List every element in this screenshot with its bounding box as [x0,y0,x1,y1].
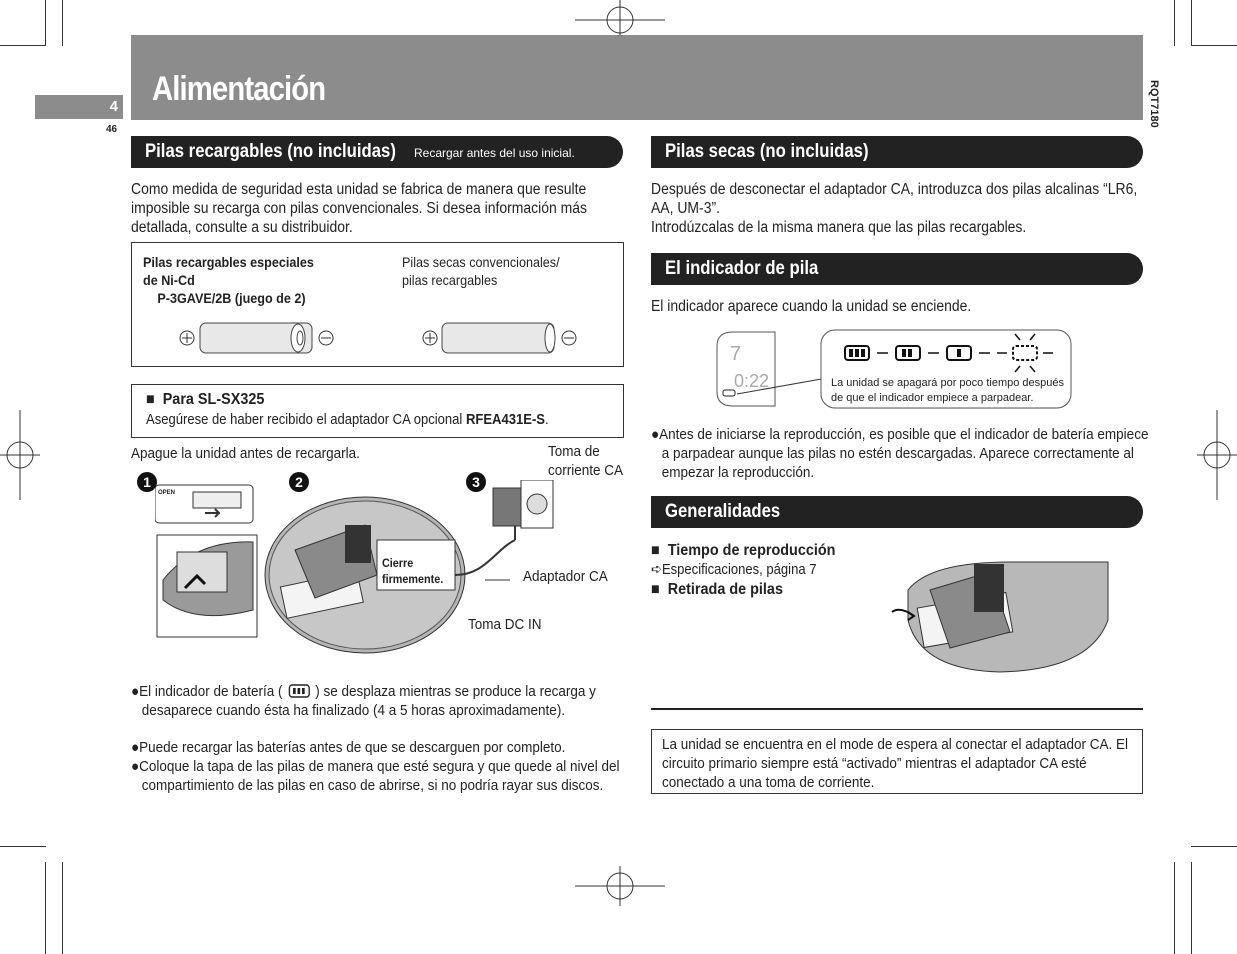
crop-mark [1191,862,1192,954]
section-title: Generalidades [665,501,781,522]
section-title: Pilas secas (no incluidas) [665,141,869,162]
open-label: OPEN [158,490,176,496]
registration-mark-right [1197,410,1237,500]
nicd-label-line: Pilas recargables especiales [143,254,314,270]
outlet-label-line: corriente CA [548,462,624,479]
separator-line [651,708,1143,710]
dry-paragraph [651,180,1142,237]
document-code: RQT7180 [1148,80,1160,128]
figure-instruction: Apague la unidad antes de recargarla. [131,445,360,462]
close-firmly-label [382,555,443,587]
model-note-text [146,412,549,428]
adapter-label: Adaptador CA [523,568,608,585]
dry-cell-label-line: Pilas secas convencionales/ [402,254,560,270]
model-heading: ■ Para SL-SX325 [146,391,265,408]
bullet-text: ) se desplaza mientras se produce la recarga y desaparece cuando ésta ha finalizado (4 a 5 horas aproximadamente). [141,683,596,719]
close-label-line: firmemente. [382,572,444,586]
crop-mark [1191,0,1192,46]
charging-illustration [155,480,555,665]
crop-mark [1191,45,1237,46]
crop-mark [62,0,63,46]
removal-heading-text: Retirada de pilas [667,581,783,598]
battery-removal-illustration [890,560,1120,675]
charge-bullet-1: ●El indicador de batería ( ) se desplaza mientras se produce la recarga y desaparece cuando ésta ha finalizado (4 a 5 horas aproximadamente). [131,683,596,719]
crop-mark [1174,862,1175,954]
intro-paragraph: Como medida de seguridad esta unidad se fabrica de manera que resulte imposible su recarga con pilas convencionales. Si desea información más detallada, consulte a su distribuidor. [131,181,587,236]
registration-mark-bottom [575,866,665,906]
indicator-note [831,376,1064,406]
indicator-bullet: ●Antes de iniciarse la reproducción, es posible que el indicador de batería empiece a parpadear aunque las pilas no estén descargadas. Aparece correctamente al empezar la reproducción. [651,426,1149,481]
dry-cell-label [402,253,560,289]
playback-reference: ➪Especificaciones, página 7 [651,562,817,578]
section-subtitle: Recargar antes del uso inicial. [414,146,575,160]
dry-text: Después de desconectar el adaptador CA, introduzca dos pilas alcalinas “LR6, AA, UM-3”. [651,181,1138,217]
model-note-box [131,384,624,438]
crop-mark [1174,0,1175,46]
page-sub-number: 46 [106,124,118,135]
adapter-model: RFEA431E-S [465,412,546,428]
display-time: 0:22 [734,371,770,391]
charge-bullet-3: ●Coloque la tapa de las pilas de manera que esté segura y que quede al nivel del compartimiento de las pilas en caso de abrirse, si no podría rayar sus discos. [131,758,620,794]
outlet-label [548,442,623,480]
section-rechargeable-header [131,136,623,168]
model-note-before: Asegúrese de haber recibido el adaptador CA opcional [146,412,466,428]
outlet-label-line: Toma de [548,443,600,460]
indicator-note-line: de que el indicador empiece a parpadear. [831,392,1034,404]
crop-mark [45,0,46,46]
nicd-label-line: de Ni-Cd [143,272,195,288]
playback-reference-text: Especificaciones, página 7 [661,562,817,578]
removal-heading: ■ Retirada de pilas [651,581,783,598]
bullet-text: Antes de iniciarse la reproducción, es posible que el indicador de batería empiece a parpadear aunque las pilas no estén descargadas. Aparece correctamente al empezar la reproducción. [659,426,1149,481]
crop-mark [1191,846,1237,847]
section-title: Pilas recargables (no incluidas) [145,141,396,162]
section-dry-batteries-header [651,136,1143,168]
section-indicator-header [651,253,1143,285]
bullet-text: El indicador de batería ( [139,683,283,700]
dry-battery-icon [422,321,582,357]
registration-mark-left [0,410,40,500]
standby-note-box [651,729,1143,794]
charge-bullet-2: ●Puede recargar las baterías antes de que se descarguen por completo. [131,739,566,756]
step-2-marker: 2 [289,472,309,492]
section-title: El indicador de pila [665,258,819,279]
dry-cell-label-line: pilas recargables [402,272,498,288]
step-1-marker: 1 [137,472,157,492]
model-note-after: . [545,412,549,428]
crop-mark [45,862,46,954]
bullet-text: Coloque la tapa de las pilas de manera que esté segura y que quede al nivel del compartimiento de las pilas en caso de abrirse, si no podría rayar sus discos. [139,758,620,794]
dc-in-label: Toma DC IN [468,616,542,633]
standby-note: La unidad se encuentra en el mode de espera al conectar el adaptador CA. El circuito primario siempre está “activado” mientras el adaptador CA esté conectado a una toma de corriente. [662,736,1129,791]
crop-mark [0,846,46,847]
bullet-text: Puede recargar las baterías antes de que se descarguen por completo. [139,739,566,756]
indicator-paragraph: El indicador aparece cuando la unidad se enciende. [651,298,972,315]
page-number: 4 [109,98,118,115]
step-3-marker: 3 [466,472,486,492]
playback-heading: ■ Tiempo de reproducción [651,542,836,559]
battery-types-box [131,242,624,367]
display-track-number: 7 [730,343,742,365]
battery-indicator-icon [286,684,311,698]
nicd-model-number: P-3GAVE/2B (juego de 2) [157,290,306,306]
indicator-note-line: La unidad se apagará por poco tiempo después [831,377,1065,389]
nicd-label [143,253,314,307]
nicd-battery-icon [176,321,336,357]
page-title: Alimentación [152,70,326,108]
close-label-line: Cierre [382,556,414,570]
page-number-tab [35,95,123,119]
section-general-header [651,496,1143,528]
crop-mark [62,862,63,954]
dry-text: Introdúzcalas de la misma manera que las pilas recargables. [651,219,1027,236]
crop-mark [0,45,46,46]
playback-heading-text: Tiempo de reproducción [667,542,836,559]
registration-mark-top [575,0,665,40]
model-heading-text: Para SL-SX325 [162,391,265,408]
